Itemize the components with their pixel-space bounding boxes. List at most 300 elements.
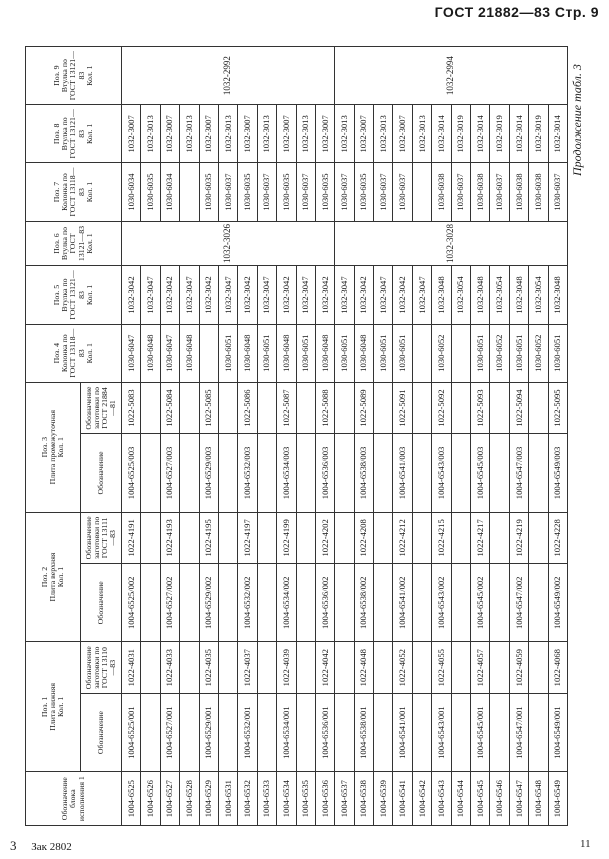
document-header xyxy=(399,4,599,32)
pos2-blank-cell: 1022-4202 xyxy=(315,512,334,564)
table-row xyxy=(315,47,334,826)
pos3-designation-cell xyxy=(257,434,276,512)
pos2-blank-cell xyxy=(412,512,431,564)
pos8-cell: 1032-3013 xyxy=(335,105,354,163)
pos7-cell: 1030-6037 xyxy=(374,163,393,221)
pos7-cell: 1030-6035 xyxy=(315,163,334,221)
order-number: Зак 2802 xyxy=(31,841,72,853)
table-row xyxy=(141,47,160,826)
pos1-blank-cell: 1022-4039 xyxy=(277,642,296,693)
pos4-cell: 1030-6047 xyxy=(160,324,179,382)
pos3-blank-cell: 1022-5091 xyxy=(393,382,412,433)
pos1-designation-cell xyxy=(529,693,548,771)
pos3-blank-cell: 1022-5086 xyxy=(238,382,257,433)
pos2-designation-cell xyxy=(218,564,237,642)
pos3-designation-cell: 1004-6549/003 xyxy=(548,434,567,512)
block-id-cell: 1004-6549 xyxy=(548,772,567,826)
pos2-designation-cell: 1004-6541/002 xyxy=(393,564,412,642)
pos1-designation-cell: 1004-6545/001 xyxy=(471,693,490,771)
pos4-cell: 1030-6051 xyxy=(509,324,528,382)
block-id-cell: 1004-6526 xyxy=(141,772,160,826)
table-row xyxy=(199,47,218,826)
pos2-blank-cell xyxy=(451,512,470,564)
pos7-cell: 1030-6037 xyxy=(451,163,470,221)
pos5-cell: 1032-3047 xyxy=(141,266,160,324)
pos8-cell: 1032-3007 xyxy=(238,105,257,163)
pos7-cell: 1030-6038 xyxy=(509,163,528,221)
pos5-cell: 1032-3047 xyxy=(180,266,199,324)
table-row xyxy=(374,47,393,826)
pos1-blank-cell: 1022-4055 xyxy=(432,642,451,693)
pos2-designation-cell xyxy=(335,564,354,642)
col-header-pos8: Поз. 8 Втулка по ГОСТ 13121—83 Кол. 1 xyxy=(26,105,122,163)
pos6-span-top: 1032-3026 xyxy=(122,221,335,266)
table-row xyxy=(218,47,237,826)
pos3-blank-cell xyxy=(296,382,315,433)
page-number: 11 xyxy=(580,838,591,850)
col-header-pos7: Поз. 7 Колонка по ГОСТ 13118—83 Кол. 1 xyxy=(26,163,122,221)
pos2-designation-cell xyxy=(490,564,509,642)
pos1-designation-cell: 1004-6538/001 xyxy=(354,693,373,771)
block-id-cell: 1004-6533 xyxy=(257,772,276,826)
pos8-cell: 1032-3013 xyxy=(180,105,199,163)
pos1-blank-cell xyxy=(451,642,470,693)
pos4-cell: 1030-6051 xyxy=(548,324,567,382)
pos7-cell: 1030-6038 xyxy=(432,163,451,221)
pos1-designation-cell xyxy=(141,693,160,771)
pos1-designation-cell: 1004-6534/001 xyxy=(277,693,296,771)
pos7-cell: 1030-6035 xyxy=(277,163,296,221)
pos5-cell: 1032-3042 xyxy=(354,266,373,324)
table-row xyxy=(490,47,509,826)
pos3-blank-cell: 1022-5083 xyxy=(122,382,141,433)
pos4-cell xyxy=(199,324,218,382)
pos3-designation-cell: 1004-6527/003 xyxy=(160,434,179,512)
pos1-blank-cell: 1022-4057 xyxy=(471,642,490,693)
pos1-blank-cell: 1022-4048 xyxy=(354,642,373,693)
pos2-blank-cell xyxy=(529,512,548,564)
pos1-blank-cell: 1022-4068 xyxy=(548,642,567,693)
pos2-designation-cell xyxy=(412,564,431,642)
pos2-blank-cell xyxy=(335,512,354,564)
pos2-designation-cell: 1004-6534/002 xyxy=(277,564,296,642)
pos1-designation-cell xyxy=(412,693,431,771)
pos5-cell: 1032-3042 xyxy=(277,266,296,324)
pos3-blank-cell xyxy=(180,382,199,433)
pos1-blank-cell xyxy=(335,642,354,693)
pos3-blank-cell xyxy=(218,382,237,433)
pos8-cell: 1032-3014 xyxy=(471,105,490,163)
pos3-designation-cell: 1004-6536/003 xyxy=(315,434,334,512)
pos7-cell xyxy=(412,163,431,221)
pos2-blank-cell xyxy=(180,512,199,564)
col-header-pos4: Поз. 4 Колонка по ГОСТ 13118—83 Кол. 1 xyxy=(26,324,122,382)
table-continuation-label xyxy=(568,58,592,178)
pos1-blank-cell: 1022-4052 xyxy=(393,642,412,693)
pos2-blank-cell: 1022-4199 xyxy=(277,512,296,564)
pos2-designation-cell: 1004-6547/002 xyxy=(509,564,528,642)
pos7-cell: 1030-6035 xyxy=(238,163,257,221)
pos3-designation-cell xyxy=(490,434,509,512)
block-id-cell: 1004-6541 xyxy=(393,772,412,826)
pos3-blank-cell: 1022-5088 xyxy=(315,382,334,433)
pos4-cell: 1030-6051 xyxy=(218,324,237,382)
pos5-cell: 1032-3054 xyxy=(529,266,548,324)
pos8-cell: 1032-3013 xyxy=(141,105,160,163)
pos5-cell: 1032-3048 xyxy=(471,266,490,324)
pos5-cell: 1032-3042 xyxy=(238,266,257,324)
pos2-designation-cell: 1004-6536/002 xyxy=(315,564,334,642)
pos4-cell: 1030-6051 xyxy=(335,324,354,382)
pos8-cell: 1032-3014 xyxy=(548,105,567,163)
page-footer-left xyxy=(10,838,72,854)
pos4-cell: 1030-6051 xyxy=(393,324,412,382)
pos2-designation-cell: 1004-6538/002 xyxy=(354,564,373,642)
pos1-designation-cell xyxy=(218,693,237,771)
pos1-blank-cell: 1022-4059 xyxy=(509,642,528,693)
pos2-blank-cell: 1022-4215 xyxy=(432,512,451,564)
block-id-cell: 1004-6543 xyxy=(432,772,451,826)
pos5-cell: 1032-3042 xyxy=(393,266,412,324)
pos4-cell: 1030-6048 xyxy=(180,324,199,382)
pos3-designation-cell: 1004-6534/003 xyxy=(277,434,296,512)
pos1-designation-cell xyxy=(335,693,354,771)
block-id-cell: 1004-6542 xyxy=(412,772,431,826)
pos3-blank-cell xyxy=(412,382,431,433)
pos2-blank-cell: 1022-4219 xyxy=(509,512,528,564)
table-row xyxy=(180,47,199,826)
pos5-cell: 1032-3047 xyxy=(296,266,315,324)
pos4-cell: 1030-6048 xyxy=(315,324,334,382)
table-row xyxy=(509,47,528,826)
pos2-designation-cell xyxy=(180,564,199,642)
pos3-designation-cell xyxy=(412,434,431,512)
pos7-cell: 1030-6037 xyxy=(257,163,276,221)
pos2-blank-cell xyxy=(296,512,315,564)
table-row xyxy=(335,47,354,826)
pos1-designation-cell: 1004-6529/001 xyxy=(199,693,218,771)
pos3-blank-cell xyxy=(451,382,470,433)
col-header-pos5: Поз. 5 Втулка по ГОСТ 13121—83 Кол. 1 xyxy=(26,266,122,324)
sub-header-pos1-designation: Обозначение xyxy=(81,693,122,771)
pos4-cell xyxy=(451,324,470,382)
pos3-blank-cell xyxy=(335,382,354,433)
pos1-designation-cell xyxy=(451,693,470,771)
pos2-blank-cell: 1022-4191 xyxy=(122,512,141,564)
pos1-blank-cell xyxy=(490,642,509,693)
group-header-pos3: Поз. 3 Плита промежуточная Кол. 1 xyxy=(26,382,81,512)
table-row xyxy=(471,47,490,826)
block-id-cell: 1004-6534 xyxy=(277,772,296,826)
pos7-cell: 1030-6037 xyxy=(548,163,567,221)
pos2-designation-cell xyxy=(529,564,548,642)
pos7-cell: 1030-6035 xyxy=(354,163,373,221)
pos4-cell: 1030-6051 xyxy=(374,324,393,382)
pos3-blank-cell: 1022-5085 xyxy=(199,382,218,433)
pos3-blank-cell xyxy=(529,382,548,433)
pos8-cell: 1032-3007 xyxy=(199,105,218,163)
pos5-cell: 1032-3054 xyxy=(490,266,509,324)
block-id-cell: 1004-6545 xyxy=(471,772,490,826)
pos3-designation-cell: 1004-6538/003 xyxy=(354,434,373,512)
pos2-blank-cell: 1022-4197 xyxy=(238,512,257,564)
pos3-blank-cell: 1022-5089 xyxy=(354,382,373,433)
pos1-blank-cell: 1022-4031 xyxy=(122,642,141,693)
block-id-cell: 1004-6539 xyxy=(374,772,393,826)
table-continuation-text: Продолжение табл. 3 xyxy=(570,64,584,176)
table-row xyxy=(257,47,276,826)
pos8-cell: 1032-3013 xyxy=(218,105,237,163)
pos7-cell: 1030-6034 xyxy=(122,163,141,221)
block-id-cell: 1004-6531 xyxy=(218,772,237,826)
pos3-designation-cell: 1004-6532/003 xyxy=(238,434,257,512)
pos3-designation-cell: 1004-6547/003 xyxy=(509,434,528,512)
pos7-cell: 1030-6038 xyxy=(529,163,548,221)
pos2-designation-cell xyxy=(141,564,160,642)
pos2-blank-cell: 1022-4208 xyxy=(354,512,373,564)
pos1-blank-cell xyxy=(218,642,237,693)
pos5-cell: 1032-3042 xyxy=(199,266,218,324)
block-id-cell: 1004-6535 xyxy=(296,772,315,826)
pos5-cell: 1032-3048 xyxy=(509,266,528,324)
pos1-designation-cell: 1004-6549/001 xyxy=(548,693,567,771)
col-header-pos6: Поз. 6 Втулка по ГОСТ 13121—83 Кол. 1 xyxy=(26,221,122,266)
pos2-designation-cell: 1004-6549/002 xyxy=(548,564,567,642)
pos7-cell: 1030-6035 xyxy=(199,163,218,221)
pos7-cell: 1030-6037 xyxy=(218,163,237,221)
pos8-cell: 1032-3007 xyxy=(160,105,179,163)
pos1-blank-cell xyxy=(257,642,276,693)
pos4-cell: 1030-6051 xyxy=(257,324,276,382)
pos4-cell: 1030-6048 xyxy=(277,324,296,382)
pos5-cell: 1032-3048 xyxy=(432,266,451,324)
pos2-blank-cell xyxy=(490,512,509,564)
pos3-designation-cell: 1004-6543/003 xyxy=(432,434,451,512)
pos1-blank-cell xyxy=(374,642,393,693)
table-row xyxy=(238,47,257,826)
pos2-designation-cell xyxy=(374,564,393,642)
pos7-cell: 1030-6037 xyxy=(393,163,412,221)
pos5-cell: 1032-3047 xyxy=(257,266,276,324)
block-id-cell: 1004-6546 xyxy=(490,772,509,826)
pos3-blank-cell: 1022-5095 xyxy=(548,382,567,433)
block-id-cell: 1004-6527 xyxy=(160,772,179,826)
pos3-blank-cell xyxy=(141,382,160,433)
pos4-cell: 1030-6048 xyxy=(141,324,160,382)
pos3-designation-cell: 1004-6545/003 xyxy=(471,434,490,512)
pos1-designation-cell xyxy=(374,693,393,771)
pos4-cell: 1030-6052 xyxy=(490,324,509,382)
pos8-cell: 1032-3007 xyxy=(354,105,373,163)
pos3-designation-cell xyxy=(141,434,160,512)
pos8-cell: 1032-3007 xyxy=(393,105,412,163)
pos4-cell: 1030-6051 xyxy=(296,324,315,382)
pos4-cell: 1030-6048 xyxy=(354,324,373,382)
pos3-designation-cell xyxy=(335,434,354,512)
pos5-cell: 1032-3042 xyxy=(160,266,179,324)
pos8-cell: 1032-3007 xyxy=(122,105,141,163)
pos1-blank-cell: 1022-4035 xyxy=(199,642,218,693)
spec-table-body xyxy=(122,47,568,826)
pos1-designation-cell xyxy=(296,693,315,771)
page-footer-right xyxy=(580,838,591,850)
pos8-cell: 1032-3013 xyxy=(412,105,431,163)
pos2-designation-cell: 1004-6532/002 xyxy=(238,564,257,642)
block-id-cell: 1004-6536 xyxy=(315,772,334,826)
pos7-cell: 1030-6038 xyxy=(471,163,490,221)
pos1-blank-cell: 1022-4033 xyxy=(160,642,179,693)
pos9-span-top: 1032-2992 xyxy=(122,47,335,105)
pos1-designation-cell xyxy=(257,693,276,771)
pos8-cell: 1032-3013 xyxy=(257,105,276,163)
pos4-cell: 1030-6047 xyxy=(122,324,141,382)
group-header-pos2: Поз. 2 Плита верхняя Кол. 1 xyxy=(26,512,81,642)
pos2-designation-cell xyxy=(451,564,470,642)
block-id-cell: 1004-6544 xyxy=(451,772,470,826)
block-id-cell: 1004-6538 xyxy=(354,772,373,826)
block-id-cell: 1004-6532 xyxy=(238,772,257,826)
table-row xyxy=(529,47,548,826)
pos4-cell xyxy=(412,324,431,382)
pos8-cell: 1032-3007 xyxy=(277,105,296,163)
pos3-blank-cell: 1022-5093 xyxy=(471,382,490,433)
row-label-header: Обозначение блока исполнения 1 xyxy=(26,772,122,826)
pos3-designation-cell xyxy=(451,434,470,512)
pos7-cell: 1030-6035 xyxy=(141,163,160,221)
pos3-designation-cell: 1004-6529/003 xyxy=(199,434,218,512)
sub-header-pos3-designation: Обозначение xyxy=(81,434,122,512)
pos4-cell: 1030-6052 xyxy=(432,324,451,382)
pos2-designation-cell: 1004-6545/002 xyxy=(471,564,490,642)
table-row xyxy=(160,47,179,826)
pos5-cell: 1032-3048 xyxy=(548,266,567,324)
pos1-designation-cell: 1004-6536/001 xyxy=(315,693,334,771)
pos3-designation-cell xyxy=(529,434,548,512)
pos3-blank-cell: 1022-5084 xyxy=(160,382,179,433)
table-row xyxy=(412,47,431,826)
pos2-designation-cell xyxy=(296,564,315,642)
block-id-cell: 1004-6525 xyxy=(122,772,141,826)
pos8-cell: 1032-3007 xyxy=(315,105,334,163)
spec-table-container xyxy=(25,46,568,826)
pos4-cell: 1030-6052 xyxy=(529,324,548,382)
pos1-designation-cell: 1004-6527/001 xyxy=(160,693,179,771)
pos1-blank-cell: 1022-4037 xyxy=(238,642,257,693)
pos1-designation-cell xyxy=(180,693,199,771)
pos5-cell: 1032-3047 xyxy=(218,266,237,324)
pos8-cell: 1032-3019 xyxy=(529,105,548,163)
table-row xyxy=(296,47,315,826)
sub-header-pos1-blank: Обозначение заготовки по ГОСТ 13110—83 xyxy=(81,642,122,693)
pos3-designation-cell xyxy=(180,434,199,512)
pos3-blank-cell: 1022-5087 xyxy=(277,382,296,433)
pos3-blank-cell xyxy=(490,382,509,433)
pos2-blank-cell xyxy=(257,512,276,564)
table-row xyxy=(548,47,567,826)
table-row xyxy=(451,47,470,826)
pos1-blank-cell xyxy=(141,642,160,693)
sub-header-pos2-designation: Обозначение xyxy=(81,564,122,642)
pos5-cell: 1032-3042 xyxy=(122,266,141,324)
pos8-cell: 1032-3013 xyxy=(374,105,393,163)
pos1-designation-cell: 1004-6541/001 xyxy=(393,693,412,771)
pos1-designation-cell: 1004-6525/001 xyxy=(122,693,141,771)
block-id-cell: 1004-6529 xyxy=(199,772,218,826)
block-id-cell: 1004-6547 xyxy=(509,772,528,826)
pos3-designation-cell xyxy=(374,434,393,512)
pos8-cell: 1032-3014 xyxy=(432,105,451,163)
table-row xyxy=(432,47,451,826)
pos5-cell: 1032-3047 xyxy=(374,266,393,324)
pos3-blank-cell xyxy=(257,382,276,433)
block-id-cell: 1004-6528 xyxy=(180,772,199,826)
pos2-blank-cell: 1022-4195 xyxy=(199,512,218,564)
pos6-span-bottom: 1032-3028 xyxy=(335,221,568,266)
pos7-cell: 1030-6037 xyxy=(296,163,315,221)
pos2-designation-cell: 1004-6525/002 xyxy=(122,564,141,642)
pos7-cell: 1030-6034 xyxy=(160,163,179,221)
pos9-span-bottom: 1032-2994 xyxy=(335,47,568,105)
pos2-blank-cell xyxy=(218,512,237,564)
pos3-blank-cell: 1022-5094 xyxy=(509,382,528,433)
sheet-number: 3 xyxy=(10,838,17,853)
pos2-blank-cell: 1022-4212 xyxy=(393,512,412,564)
table-row xyxy=(393,47,412,826)
pos4-cell: 1030-6051 xyxy=(471,324,490,382)
sub-header-pos2-blank: Обозначение заготовки по ГОСТ 13111—83 xyxy=(81,512,122,564)
block-id-cell: 1004-6537 xyxy=(335,772,354,826)
pos5-cell: 1032-3047 xyxy=(412,266,431,324)
pos8-cell: 1032-3013 xyxy=(296,105,315,163)
pos2-blank-cell xyxy=(141,512,160,564)
pos3-designation-cell xyxy=(218,434,237,512)
table-row xyxy=(277,47,296,826)
pos1-blank-cell xyxy=(180,642,199,693)
block-id-cell: 1004-6548 xyxy=(529,772,548,826)
group-header-pos1: Поз. 1 Плита нижняя Кол. 1 xyxy=(26,642,81,772)
pos1-blank-cell xyxy=(529,642,548,693)
pos1-blank-cell xyxy=(296,642,315,693)
pos2-designation-cell: 1004-6543/002 xyxy=(432,564,451,642)
pos1-designation-cell xyxy=(490,693,509,771)
pos7-cell: 1030-6037 xyxy=(490,163,509,221)
pos2-designation-cell: 1004-6529/002 xyxy=(199,564,218,642)
pos5-cell: 1032-3047 xyxy=(335,266,354,324)
pos3-blank-cell: 1022-5092 xyxy=(432,382,451,433)
pos2-blank-cell: 1022-4193 xyxy=(160,512,179,564)
pos2-blank-cell: 1022-4228 xyxy=(548,512,567,564)
pos8-cell: 1032-3014 xyxy=(509,105,528,163)
pos2-blank-cell: 1022-4217 xyxy=(471,512,490,564)
pos1-blank-cell xyxy=(412,642,431,693)
sub-header-pos3-blank: Обозначение заготовки по ГОСТ 21884—81 xyxy=(81,382,122,433)
col-header-pos9: Поз. 9 Втулка по ГОСТ 13121—83 Кол. 1 xyxy=(26,47,122,105)
pos3-designation-cell: 1004-6541/003 xyxy=(393,434,412,512)
pos5-cell: 1032-3042 xyxy=(315,266,334,324)
pos5-cell: 1032-3054 xyxy=(451,266,470,324)
pos3-blank-cell xyxy=(374,382,393,433)
pos7-cell xyxy=(180,163,199,221)
pos3-designation-cell: 1004-6525/003 xyxy=(122,434,141,512)
spec-table xyxy=(25,46,568,826)
table-row xyxy=(354,47,373,826)
header-row-groups xyxy=(26,47,81,826)
pos7-cell: 1030-6037 xyxy=(335,163,354,221)
pos1-designation-cell: 1004-6543/001 xyxy=(432,693,451,771)
pos2-designation-cell xyxy=(257,564,276,642)
pos2-blank-cell xyxy=(374,512,393,564)
pos4-cell: 1030-6048 xyxy=(238,324,257,382)
